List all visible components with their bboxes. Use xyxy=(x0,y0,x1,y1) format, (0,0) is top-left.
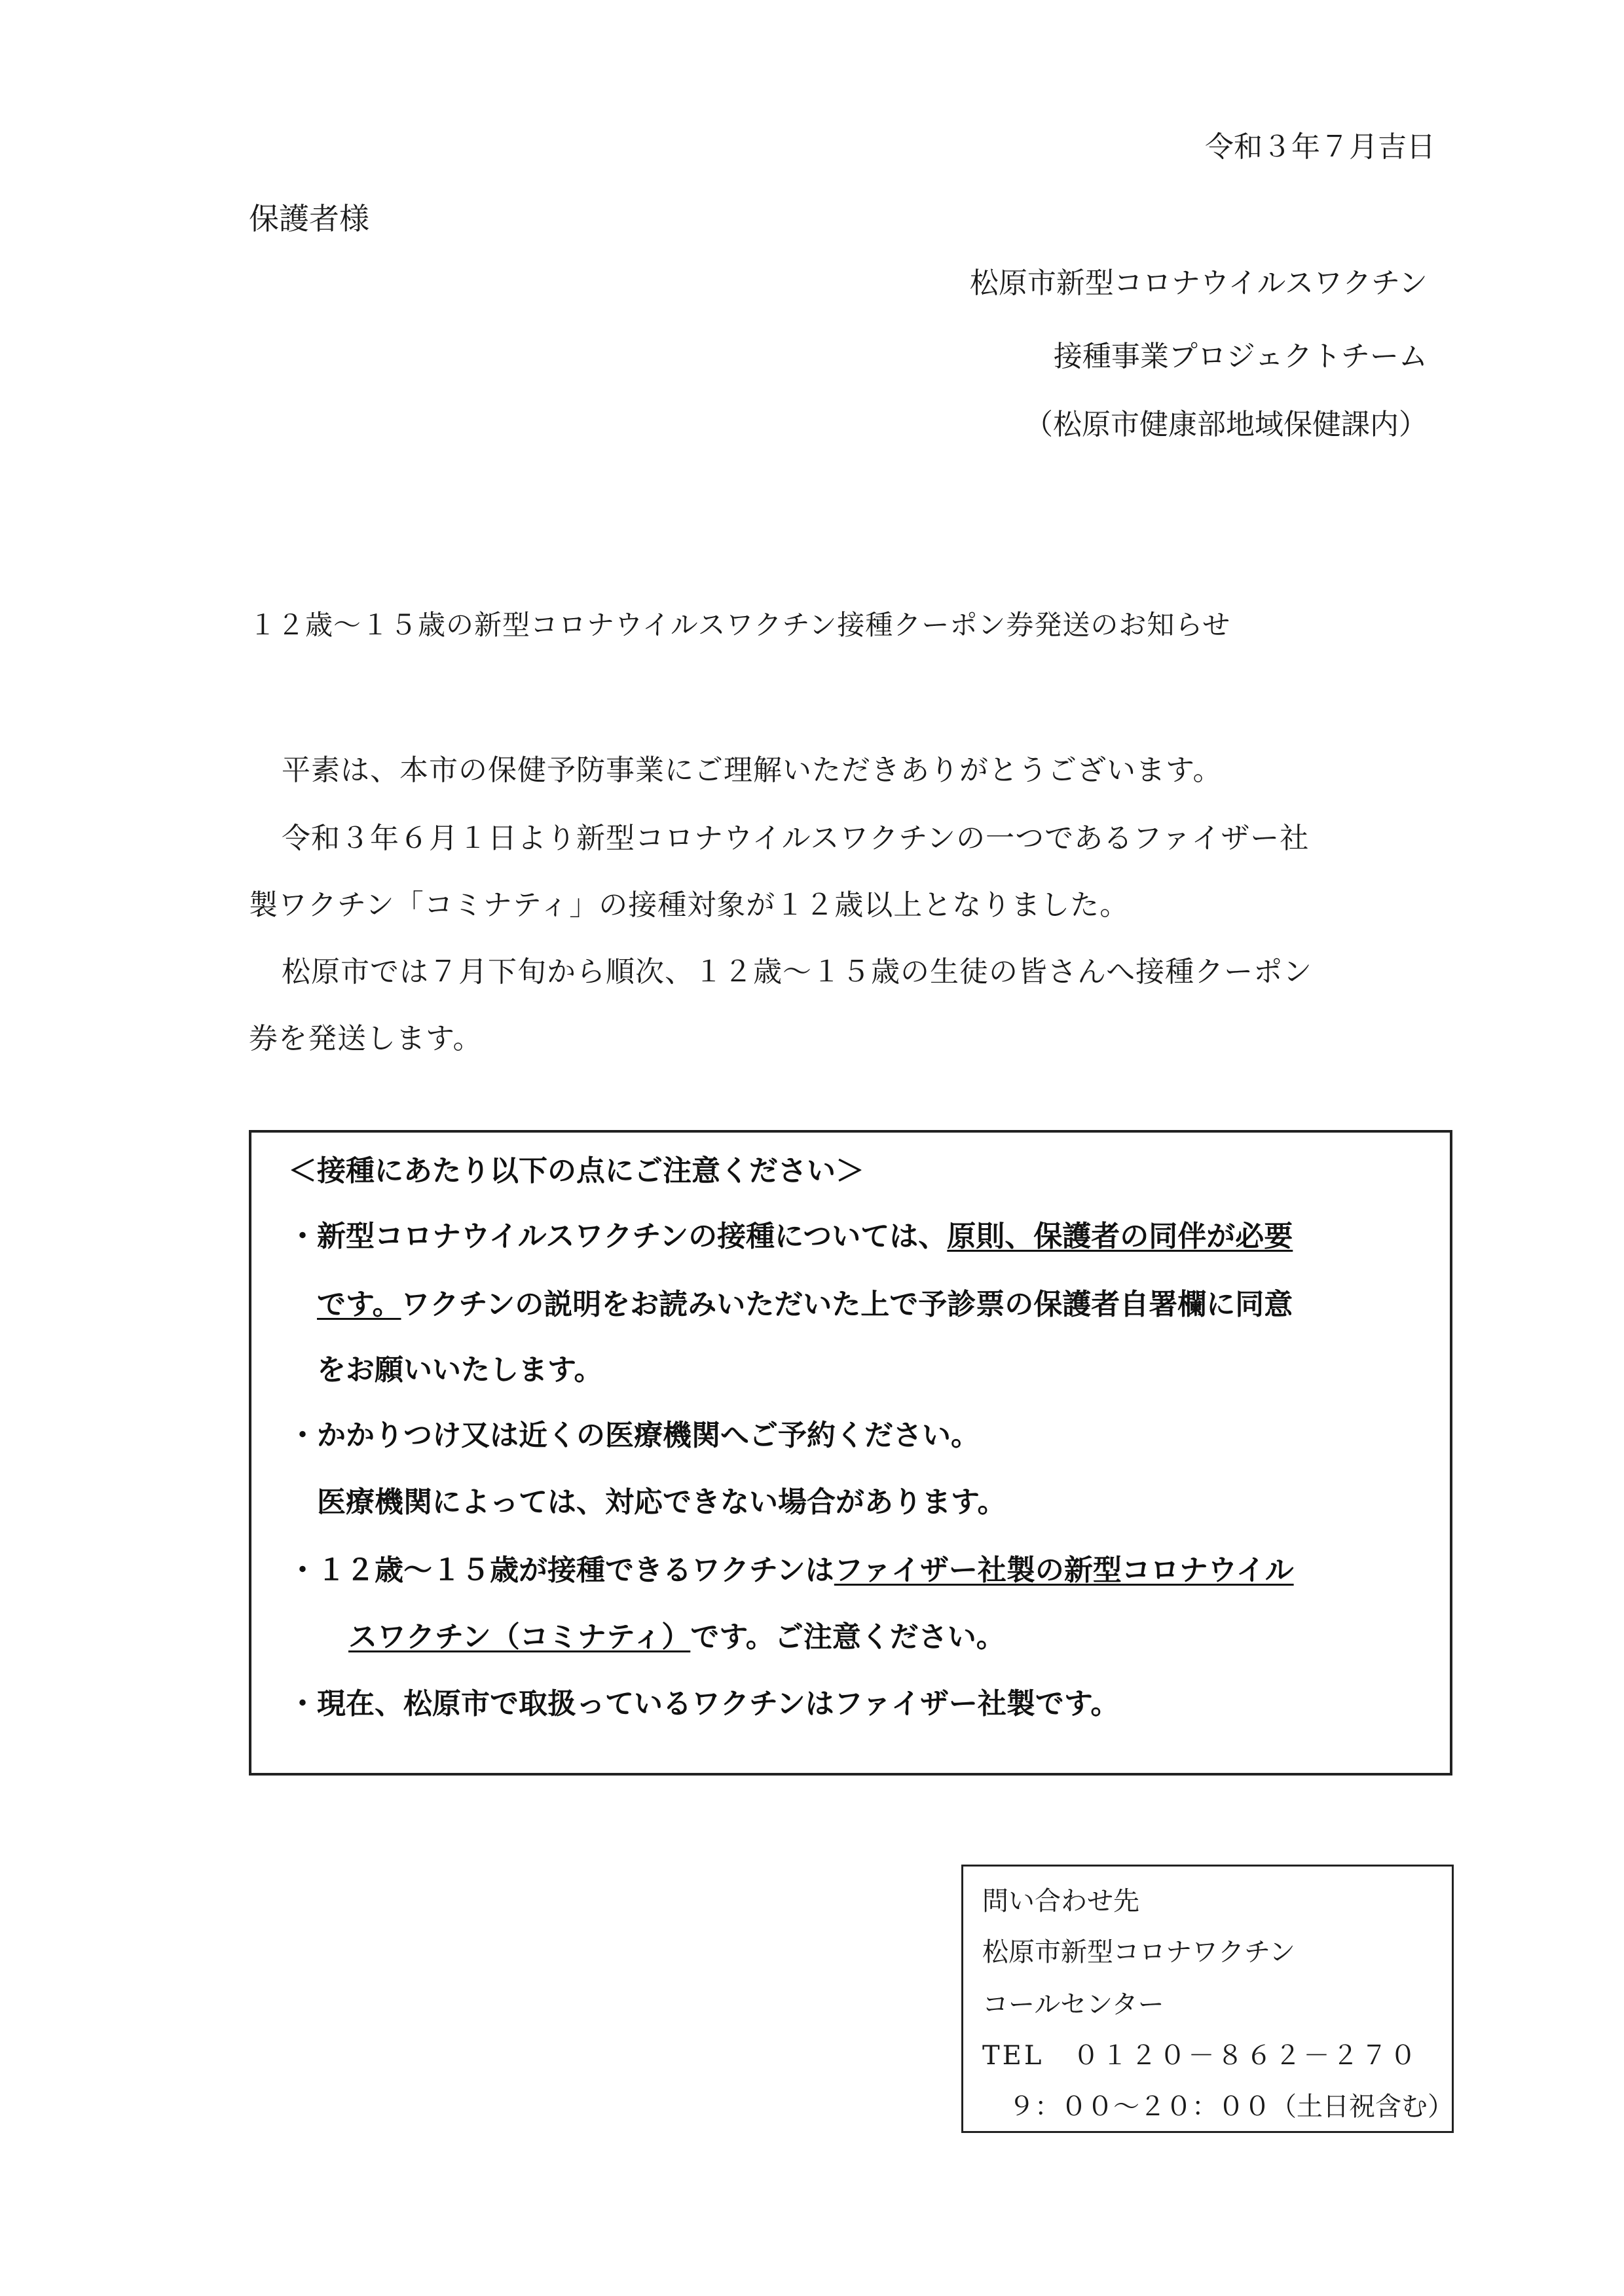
document-date: 令和３年７月吉日 xyxy=(1205,130,1435,164)
notice-item-1-line-3: をお願いいたします。 xyxy=(317,1353,603,1387)
body-paragraph-2-line-1: 令和３年６月１日より新型コロナウイルスワクチンの一つであるファイザー社 xyxy=(282,822,1310,855)
notice-item-1-underline-a: 原則、保護者の同伴が必要 xyxy=(947,1220,1293,1253)
document-title: １２歳～１５歳の新型コロナウイルスワクチン接種クーポン券発送のお知らせ xyxy=(249,609,1231,641)
contact-org-line-2: コールセンター xyxy=(982,1990,1164,2020)
sender-line-2: 接種事業プロジェクトチーム xyxy=(1053,340,1428,373)
body-paragraph-3-line-1: 松原市では７月下旬から順次、１２歳～１５歳の生徒の皆さんへ接種クーポン xyxy=(282,955,1313,989)
notice-item-1-prefix: ・新型コロナウイルスワクチンの接種については、 xyxy=(288,1220,948,1253)
sender-line-1: 松原市新型コロナウイルスワクチン xyxy=(969,266,1428,300)
notice-item-2-line-1: ・かかりつけ又は近くの医療機関へご予約ください。 xyxy=(288,1419,980,1452)
body-paragraph-1: 平素は、本市の保健予防事業にご理解いただきありがとうございます。 xyxy=(282,754,1223,787)
contact-label: 問い合わせ先 xyxy=(982,1886,1139,1916)
notice-item-2-line-2: 医療機関によっては、対応できない場合があります。 xyxy=(317,1485,1006,1519)
notice-item-1-rest: ワクチンの説明をお読みいただいた上で予診票の保護者自署欄に同意 xyxy=(401,1288,1293,1321)
notice-item-1-line-1 xyxy=(288,1212,1293,1254)
sender-line-3: （松原市健康部地域保健課内） xyxy=(1024,408,1428,441)
notice-item-1-line-2 xyxy=(317,1281,1293,1322)
notice-heading: ＜接種にあたり以下の点にご注意ください＞ xyxy=(288,1154,864,1188)
notice-item-3-rest: です。ご注意ください。 xyxy=(690,1620,1005,1654)
notice-item-3-underline-b: スワクチン（コミナティ） xyxy=(348,1620,691,1654)
notice-item-3-prefix: ・１２歳～１５歳が接種できるワクチンは xyxy=(288,1554,834,1587)
notice-item-3-line-1 xyxy=(288,1546,1294,1588)
notice-item-3-underline-a: ファイザー社製の新型コロナウイル xyxy=(834,1554,1294,1587)
notice-item-3-line-2 xyxy=(348,1613,1005,1655)
notice-item-4: ・現在、松原市で取扱っているワクチンはファイザー社製です。 xyxy=(288,1687,1120,1721)
body-paragraph-3-line-2: 券を発送します。 xyxy=(249,1022,483,1055)
contact-phone: TEL ０１２０－８６２－２７０ xyxy=(982,2041,1419,2071)
addressee: 保護者様 xyxy=(249,201,369,236)
contact-org-line-1: 松原市新型コロナワクチン xyxy=(982,1937,1295,1967)
body-paragraph-2-line-2: 製ワクチン「コミナティ」の接種対象が１２歳以上となりました。 xyxy=(249,888,1130,922)
notice-item-1-underline-b: です。 xyxy=(317,1288,401,1321)
contact-hours: ９：００～２０：００（土日祝含む） xyxy=(1008,2092,1454,2122)
